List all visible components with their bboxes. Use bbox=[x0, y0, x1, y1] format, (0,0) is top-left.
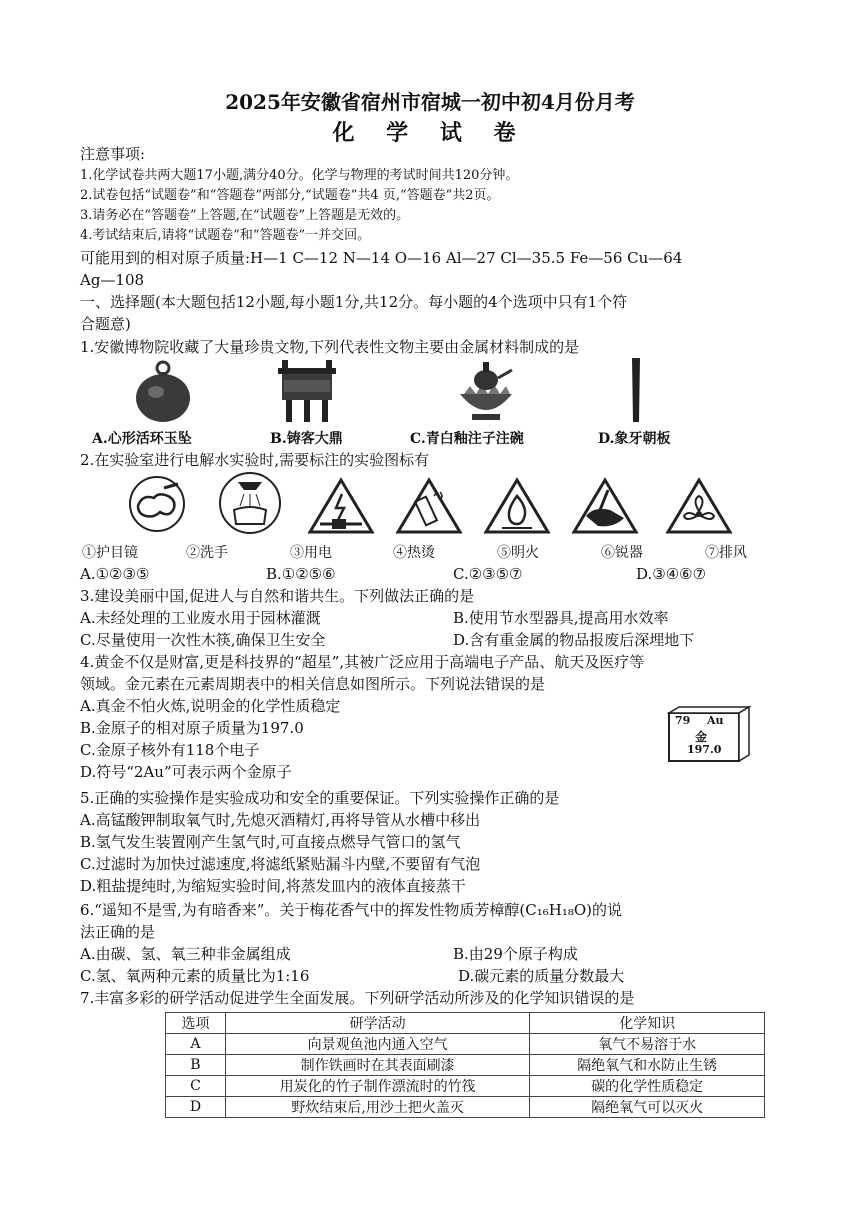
table-cell: 氧气不易溶于水 bbox=[530, 1034, 765, 1055]
ventilation-icon bbox=[664, 476, 734, 536]
table-header-row bbox=[166, 1013, 765, 1034]
table-cell: 向景观鱼池内通入空气 bbox=[225, 1034, 529, 1055]
option-caption: A.心形活环玉坠 bbox=[92, 431, 192, 447]
ewer-bowl-image bbox=[450, 356, 522, 424]
table-header-cell: 化学知识 bbox=[530, 1013, 765, 1034]
table-cell: 用炭化的竹子制作漂流时的竹筏 bbox=[225, 1076, 529, 1097]
answer-option: D.粗盐提纯时,为缩短实验时间,将蒸发皿内的液体直接蒸干 bbox=[80, 877, 466, 895]
table-cell: 碳的化学性质稳定 bbox=[530, 1076, 765, 1097]
question-stem: 2.在实验室进行电解水实验时,需要标注的实验图标有 bbox=[80, 451, 430, 469]
answer-option: C.金原子核外有118个电子 bbox=[80, 741, 260, 759]
answer-option: A.①②③⑤ bbox=[80, 565, 150, 583]
answer-option: B.使用节水型器具,提高用水效率 bbox=[453, 609, 669, 627]
table-row bbox=[166, 1034, 765, 1055]
goggles-icon bbox=[124, 474, 190, 534]
icon-label: ④热烫 bbox=[393, 545, 435, 561]
question-stem: 4.黄金不仅是财富,更是科技界的“超星”,其被广泛应用于高端电子产品、航天及医疗等 bbox=[80, 653, 645, 671]
table-header-cell: 选项 bbox=[166, 1013, 226, 1034]
exam-title: 2025年安徽省宿州市宿城一初中初4月份月考 bbox=[225, 90, 635, 114]
table-cell: 野炊结束后,用沙土把火盖灭 bbox=[225, 1097, 529, 1118]
answer-option: A.真金不怕火炼,说明金的化学性质稳定 bbox=[80, 697, 341, 715]
atomic-mass-line: 可能用到的相对原子质量:H—1 C—12 N—14 O—16 Al—27 Cl—35.5 Fe—56 Cu—64 bbox=[80, 249, 683, 267]
notice-item: 2.试卷包括“试题卷”和“答题卷”两部分,“试题卷”共4 页,“答题卷”共2页。 bbox=[80, 188, 500, 203]
hand-wash-icon bbox=[216, 470, 284, 536]
section-heading: 一、选择题(本大题包括12小题,每小题1分,共12分。每小题的4个选项中只有1个符 bbox=[80, 293, 628, 311]
open-flame-icon bbox=[482, 476, 552, 536]
answer-option: A.高锰酸钾制取氧气时,先熄灭酒精灯,再将导管从水槽中移出 bbox=[80, 811, 481, 829]
exam-subtitle: 化 学 试 卷 bbox=[332, 120, 528, 146]
answer-option: C.氢、氧两种元素的质量比为1:16 bbox=[80, 967, 310, 985]
atomic-number: 79 bbox=[675, 714, 691, 727]
option-caption: C.青白釉注子注碗 bbox=[410, 431, 524, 447]
question-stem: 5.正确的实验操作是实验成功和安全的重要保证。下列实验操作正确的是 bbox=[80, 789, 560, 807]
table-row bbox=[166, 1097, 765, 1118]
question-stem: 领域。金元素在元素周期表中的相关信息如图所示。下列说法错误的是 bbox=[80, 675, 546, 693]
answer-option: D.符号“2Au”可表示两个金原子 bbox=[80, 763, 292, 781]
table-row bbox=[166, 1055, 765, 1076]
bronze-ding-image bbox=[270, 358, 344, 424]
answer-option: A.由碳、氢、氧三种非金属组成 bbox=[80, 945, 291, 963]
answer-option: D.含有重金属的物品报废后深埋地下 bbox=[453, 631, 695, 649]
answer-option: B.氢气发生装置刚产生氢气时,可直接点燃导气管口的氢气 bbox=[80, 833, 461, 851]
table-cell: D bbox=[166, 1097, 226, 1118]
q7-table bbox=[165, 1012, 765, 1118]
answer-option: D.③④⑥⑦ bbox=[636, 565, 707, 583]
answer-option: B.金原子的相对原子质量为197.0 bbox=[80, 719, 304, 737]
answer-option: B.①②⑤⑥ bbox=[266, 565, 336, 583]
table-cell: 隔绝氧气可以灭火 bbox=[530, 1097, 765, 1118]
answer-option: A.未经处理的工业废水用于园林灌溉 bbox=[80, 609, 321, 627]
notice-item: 1.化学试卷共两大题17小题,满分40分。化学与物理的考试时间共120分钟。 bbox=[80, 168, 519, 183]
icon-label: ⑤明火 bbox=[497, 545, 539, 561]
notice-item: 4.考试结束后,请将“试题卷”和“答题卷”一并交回。 bbox=[80, 228, 371, 243]
answer-option: B.由29个原子构成 bbox=[453, 945, 578, 963]
icon-label: ③用电 bbox=[290, 545, 332, 561]
question-stem: 7.丰富多彩的研学活动促进学生全面发展。下列研学活动所涉及的化学知识错误的是 bbox=[80, 989, 635, 1007]
icon-label: ⑥锐器 bbox=[601, 545, 643, 561]
element-symbol: Au bbox=[707, 714, 724, 727]
question-stem: 法正确的是 bbox=[80, 923, 156, 941]
icon-label: ①护目镜 bbox=[82, 545, 138, 561]
sharp-object-icon bbox=[570, 476, 640, 536]
answer-option: D.碳元素的质量分数最大 bbox=[458, 967, 625, 985]
notice-heading: 注意事项: bbox=[80, 145, 146, 163]
table-row bbox=[166, 1076, 765, 1097]
table-cell: A bbox=[166, 1034, 226, 1055]
notice-item: 3.请务必在“答题卷”上答题,在“试题卷”上答题是无效的。 bbox=[80, 208, 410, 223]
atomic-mass-line: Ag—108 bbox=[80, 271, 145, 289]
option-caption: D.象牙朝板 bbox=[598, 431, 671, 447]
element-name: 金 bbox=[695, 730, 708, 744]
icon-label: ②洗手 bbox=[186, 545, 228, 561]
answer-option: C.②③⑤⑦ bbox=[453, 565, 523, 583]
answer-option: C.尽量使用一次性木筷,确保卫生安全 bbox=[80, 631, 326, 649]
question-stem: 6.“遥知不是雪,为有暗香来”。关于梅花香气中的挥发性物质芳樟醇(C₁₆H₁₈O)的说 bbox=[80, 901, 623, 919]
question-stem: 3.建设美丽中国,促进人与自然和谐共生。下列做法正确的是 bbox=[80, 587, 475, 605]
table-cell: C bbox=[166, 1076, 226, 1097]
table-header-cell: 研学活动 bbox=[225, 1013, 529, 1034]
table-cell: 制作铁画时在其表面刷漆 bbox=[225, 1055, 529, 1076]
periodic-table-cell bbox=[667, 705, 753, 763]
ivory-tablet-image bbox=[624, 356, 648, 424]
icon-label: ⑦排风 bbox=[705, 545, 747, 561]
hot-surface-icon bbox=[394, 476, 464, 536]
question-stem: 1.安徽博物院收藏了大量珍贵文物,下列代表性文物主要由金属材料制成的是 bbox=[80, 338, 580, 356]
answer-option: C.过滤时为加快过滤速度,将滤纸紧贴漏斗内壁,不要留有气泡 bbox=[80, 855, 481, 873]
jade-pendant-image bbox=[128, 358, 198, 424]
table-cell: B bbox=[166, 1055, 226, 1076]
table-cell: 隔绝氧气和水防止生锈 bbox=[530, 1055, 765, 1076]
section-heading: 合题意) bbox=[80, 315, 131, 333]
electricity-icon bbox=[306, 476, 376, 536]
atomic-mass: 197.0 bbox=[687, 743, 722, 756]
option-caption: B.铸客大鼎 bbox=[270, 431, 343, 447]
